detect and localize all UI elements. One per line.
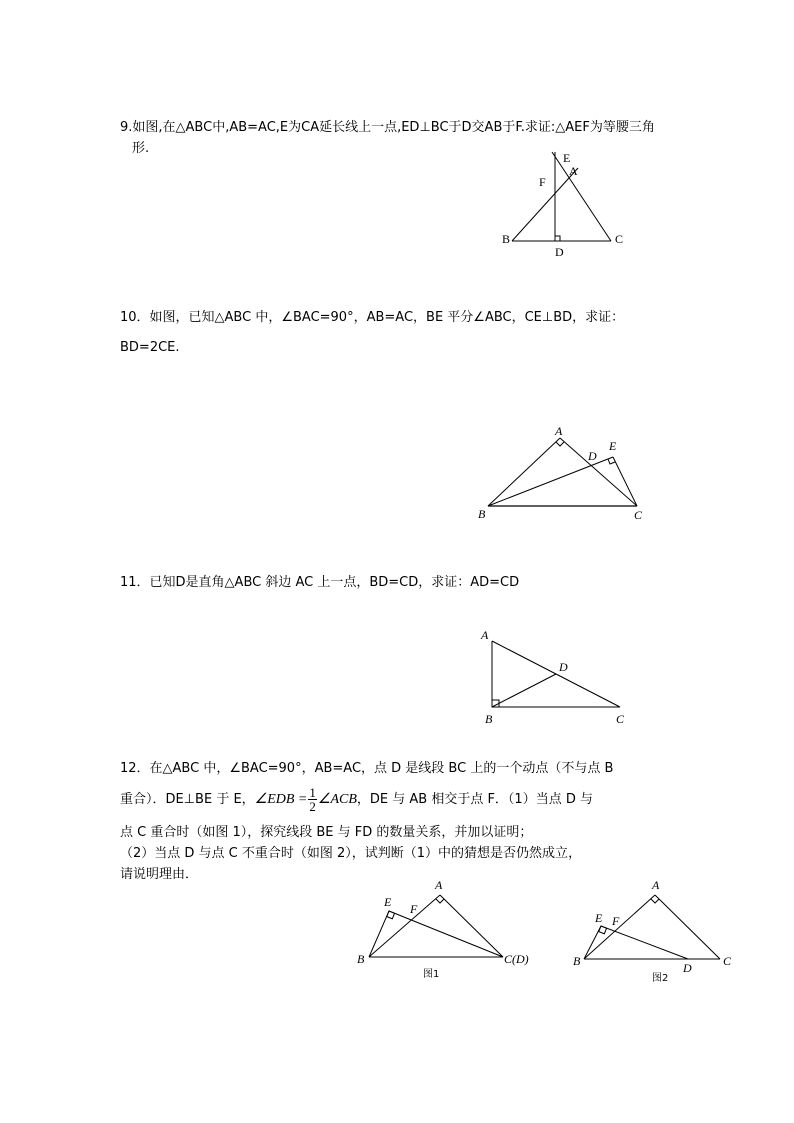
label-a: A	[652, 878, 660, 892]
line-ac	[440, 895, 503, 957]
fraction-one-half	[308, 786, 317, 813]
label-c: C	[723, 954, 732, 968]
problem-11-figure	[478, 625, 638, 725]
label-c: C	[634, 508, 643, 522]
problem-12-text-line3: 点 C 重合时（如图 1），探究线段 BE 与 FD 的数量关系，并加以证明；	[120, 825, 533, 840]
problem-12-text-line1: 12．在△ABC 中，∠BAC=90°，AB=AC，点 D 是线段 BC 上的一个动点（不与点 B	[120, 761, 614, 776]
label-cd: C(D)	[504, 952, 529, 966]
label-a: A	[555, 424, 563, 438]
caption-figure-2: 图2	[652, 973, 669, 984]
line-ac	[560, 438, 637, 506]
fraction-numerator: 1	[309, 785, 316, 800]
problem-12-text-line2	[120, 786, 593, 813]
problem-10-text-line1: 10．如图，已知△ABC 中，∠BAC=90°，AB=AC，BE 平分∠ABC，CE⊥BD，求证：	[120, 310, 625, 325]
problem-12-figure-1	[355, 875, 540, 983]
line-ab	[488, 438, 560, 506]
label-b: B	[573, 954, 581, 968]
problem-12-figure-2	[568, 875, 748, 987]
problem-9-figure	[500, 148, 640, 263]
problem-10-text-line2: BD=2CE.	[120, 340, 180, 355]
right-angle-mark-a	[436, 899, 444, 903]
label-e: E	[609, 439, 617, 453]
line-ba	[369, 895, 440, 957]
math-angle-edb: ∠EDB =	[254, 792, 308, 807]
label-d: D	[683, 961, 692, 975]
label-c: C	[615, 232, 624, 246]
label-e: E	[384, 895, 392, 909]
fraction-denominator: 2	[309, 799, 316, 814]
label-f: F	[612, 914, 620, 928]
problem-9-text-line2: 形.	[132, 141, 150, 156]
label-b: B	[478, 507, 486, 521]
line-ba	[584, 895, 655, 959]
line-bd	[492, 674, 556, 707]
label-a: A	[435, 878, 443, 892]
right-angle-mark-a	[651, 899, 659, 903]
label-e: E	[595, 911, 603, 925]
right-angle-mark-a	[556, 442, 564, 446]
line-ac	[655, 895, 720, 959]
label-d: D	[555, 245, 564, 259]
problem-11-text-line1: 11．已知D是直角△ABC 斜边 AC 上一点，BD=CD，求证：AD=CD	[120, 575, 520, 590]
label-d: D	[559, 660, 568, 674]
line-ec	[552, 152, 611, 241]
label-f: F	[539, 175, 546, 189]
line-be	[369, 911, 389, 957]
caption-figure-1: 图1	[423, 969, 440, 980]
label-c: C	[616, 712, 625, 726]
label-b: B	[357, 952, 365, 966]
problem-9-text-line1: 9.如图,在△ABC中,AB=AC,E为CA延长线上一点,ED⊥BC于D交AB于F.求证:△AEF为等腰三角	[120, 120, 655, 135]
problem-12-line2-end: ，DE 与 AB 相交于点 F．（1）当点 D 与	[356, 792, 593, 807]
label-f: F	[410, 902, 418, 916]
line-ec	[389, 911, 503, 957]
right-angle-mark-e	[387, 911, 395, 919]
label-a: A	[481, 628, 489, 642]
line-be	[488, 457, 613, 506]
problem-12-text-line4: （2）当点 D 与点 C 不重合时（如图 2），试判断（1）中的猜想是否仍然成立，	[120, 846, 582, 861]
label-b: B	[485, 712, 493, 726]
problem-12-text-line5: 请说明理由．	[120, 867, 199, 882]
line-ed	[601, 926, 688, 959]
label-a: A	[569, 164, 578, 178]
math-angle-acb: ∠ACB	[317, 792, 357, 807]
problem-10-figure	[470, 420, 660, 528]
right-angle-mark	[555, 236, 560, 241]
problem-12-line2-start: 重合）．DE⊥BE 于 E，	[120, 792, 255, 807]
line-be	[584, 926, 601, 959]
label-b: B	[502, 232, 511, 246]
label-e: E	[563, 151, 571, 165]
label-d: D	[588, 449, 597, 463]
line-ec	[613, 457, 637, 506]
